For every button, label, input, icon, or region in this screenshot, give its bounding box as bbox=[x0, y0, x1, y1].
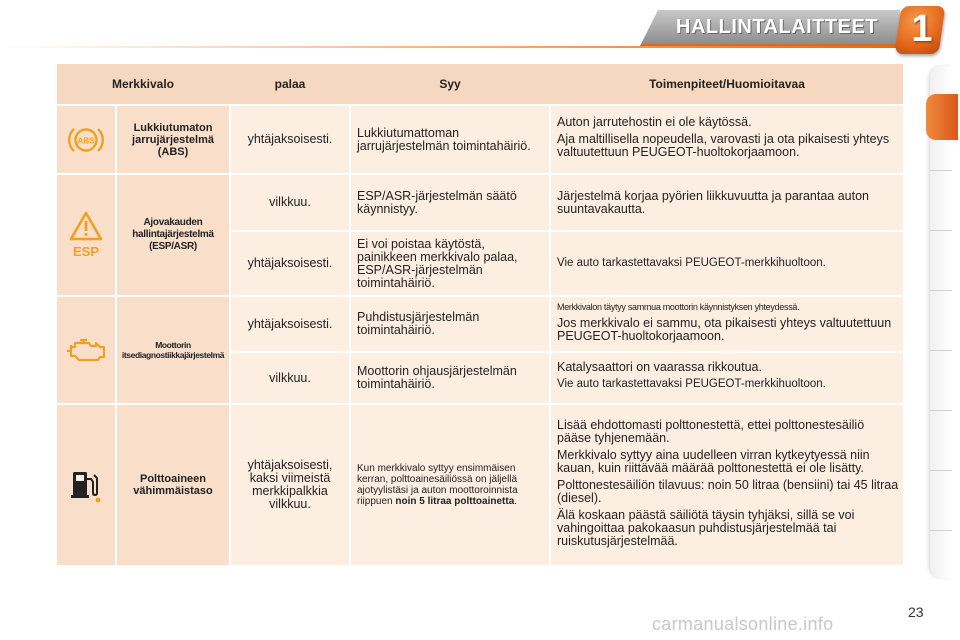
esp-warning-icon bbox=[66, 210, 106, 260]
toimenpide-text: Aja maltillisella nopeudella, varovasti ja ota pikaisesti yhteys valtuutettuun PEUGEOT-huoltokorjaamoon. bbox=[557, 132, 890, 159]
lamp-label: Polttoaineen vähimmäistaso bbox=[117, 405, 229, 565]
toimenpide-cell bbox=[551, 297, 903, 351]
palaa-cell: vilkkuu. bbox=[231, 175, 349, 230]
abs-warning-icon bbox=[66, 123, 106, 157]
column-header-syy: Syy bbox=[439, 77, 461, 91]
column-header-palaa: palaa bbox=[274, 77, 306, 91]
toimenpide-text: Lisää ehdottomasti polttonestettä, ettei polttonestesäiliö pääse tyhjenemään. bbox=[557, 417, 865, 445]
table-header-row bbox=[57, 64, 903, 104]
syy-cell bbox=[351, 106, 549, 173]
syy-text: Ei voi poistaa käytöstä, painikkeen merkkivalo palaa, ESP/ASR-järjestelmän toimintahäiriö. bbox=[357, 236, 518, 290]
table-cell-icon bbox=[57, 405, 115, 565]
table-cell-icon bbox=[57, 106, 115, 173]
side-tab[interactable] bbox=[930, 290, 952, 291]
syy-text: Moottorin ohjausjärjestelmän toimintahäiriö. bbox=[357, 364, 517, 391]
toimenpide-text: Auton jarrutehostin ei ole käytössä. bbox=[557, 115, 752, 129]
palaa-cell: vilkkuu. bbox=[231, 353, 349, 403]
svg-text:ESP: ESP bbox=[72, 244, 100, 259]
syy-text-main: Kun merkkivalo syttyy ensimmäisen kerran, polttoainesäiliössä on jäljellä ajotyylistäsi ja auton moottoroinnista riippuen bbox=[357, 463, 518, 507]
side-tab[interactable] bbox=[930, 530, 952, 531]
toimenpide-text: Polttonestesäiliön tilavuus: noin 50 litraa (bensiini) tai 45 litraa (diesel). bbox=[557, 477, 899, 505]
toimenpide-text: Vie auto tarkastettavaksi PEUGEOT-merkkihuoltoon. bbox=[557, 378, 826, 390]
side-tab-active[interactable] bbox=[926, 94, 958, 140]
toimenpide-cell bbox=[551, 405, 903, 565]
syy-text-end: . bbox=[514, 496, 518, 507]
toimenpide-text: Merkkivalo syttyy aina uudelleen virran kytkeytyessä niin kauan, kuin riittävää määrää polttonestettä ei ole lisätty. bbox=[557, 447, 870, 475]
watermark: carmanualsonline.info bbox=[652, 614, 834, 634]
syy-cell bbox=[351, 353, 549, 403]
svg-text:ABS: ABS bbox=[77, 136, 95, 145]
lamp-label: Lukkiutumaton jarrujärjestelmä (ABS) bbox=[117, 106, 229, 173]
column-header-merkkivalo: Merkkivalo bbox=[111, 77, 175, 91]
palaa-cell: yhtäjaksoisesti. bbox=[231, 232, 349, 295]
side-tab[interactable] bbox=[930, 410, 952, 411]
header-rule bbox=[0, 46, 902, 48]
syy-text: Puhdistusjärjestelmän toimintahäiriö. bbox=[357, 310, 480, 337]
chapter-number: 1 bbox=[911, 8, 933, 50]
fuel-pump-icon bbox=[68, 466, 104, 504]
toimenpide-text: Katalysaattori on vaarassa rikkoutua. bbox=[557, 360, 762, 374]
toimenpide-cell bbox=[551, 232, 903, 295]
toimenpide-text: Jos merkkivalo ei sammu, ota pikaisesti yhteys valtuutettuun PEUGEOT-huoltokorjaamoon. bbox=[557, 315, 892, 343]
toimenpide-cell bbox=[551, 106, 903, 173]
column-header-toimenpiteet: Toimenpiteet/Huomioitavaa bbox=[649, 77, 805, 91]
lamp-label: Ajovakauden hallintajärjestelmä (ESP/ASR) bbox=[117, 175, 229, 295]
toimenpide-text: Älä koskaan päästä säiliötä täysin tyhjäksi, sillä se voi vahingoittaa pakokaasun puhdistusjärjestelmää tai ruiskutusjärjestelmää. bbox=[557, 507, 855, 548]
page-number: 23 bbox=[908, 604, 924, 620]
palaa-cell: yhtäjaksoisesti, kaksi viimeistä merkkipalkkia vilkkuu. bbox=[231, 405, 349, 565]
lamp-label: Moottorin itsediagnostiikkajärjestelmä bbox=[117, 297, 229, 403]
table-cell-icon bbox=[57, 297, 115, 403]
toimenpide-text: Vie auto tarkastettavaksi PEUGEOT-merkkihuoltoon. bbox=[557, 257, 826, 269]
syy-text bbox=[357, 463, 545, 507]
side-tab[interactable] bbox=[930, 470, 952, 471]
table-cell-icon bbox=[57, 175, 115, 295]
toimenpide-text: Järjestelmä korjaa pyörien liikkuvuutta ja parantaa auton suuntavakautta. bbox=[557, 188, 869, 216]
side-tab[interactable] bbox=[930, 170, 952, 171]
toimenpide-cell bbox=[551, 175, 903, 230]
page-title: HALLINTALAITTEET bbox=[676, 16, 879, 38]
engine-check-icon bbox=[65, 335, 107, 365]
side-tab[interactable] bbox=[930, 350, 952, 351]
toimenpide-text: Merkkivalon täytyy sammua moottorin käynnistyksen yhteydessä. bbox=[557, 301, 800, 312]
syy-cell bbox=[351, 175, 549, 230]
side-tab-rail bbox=[930, 66, 952, 578]
toimenpide-cell bbox=[551, 353, 903, 403]
syy-text: ESP/ASR-järjestelmän säätö käynnistyy. bbox=[357, 188, 517, 216]
syy-cell bbox=[351, 297, 549, 351]
syy-cell bbox=[351, 232, 549, 295]
syy-text: Lukkiutumattoman jarrujärjestelmän toimintahäiriö. bbox=[357, 125, 531, 153]
side-tab[interactable] bbox=[930, 230, 952, 231]
palaa-cell: yhtäjaksoisesti. bbox=[231, 297, 349, 351]
palaa-cell: yhtäjaksoisesti. bbox=[231, 106, 349, 173]
syy-text-bold: noin 5 litraa polttoainetta bbox=[395, 496, 515, 507]
syy-cell bbox=[351, 405, 549, 565]
